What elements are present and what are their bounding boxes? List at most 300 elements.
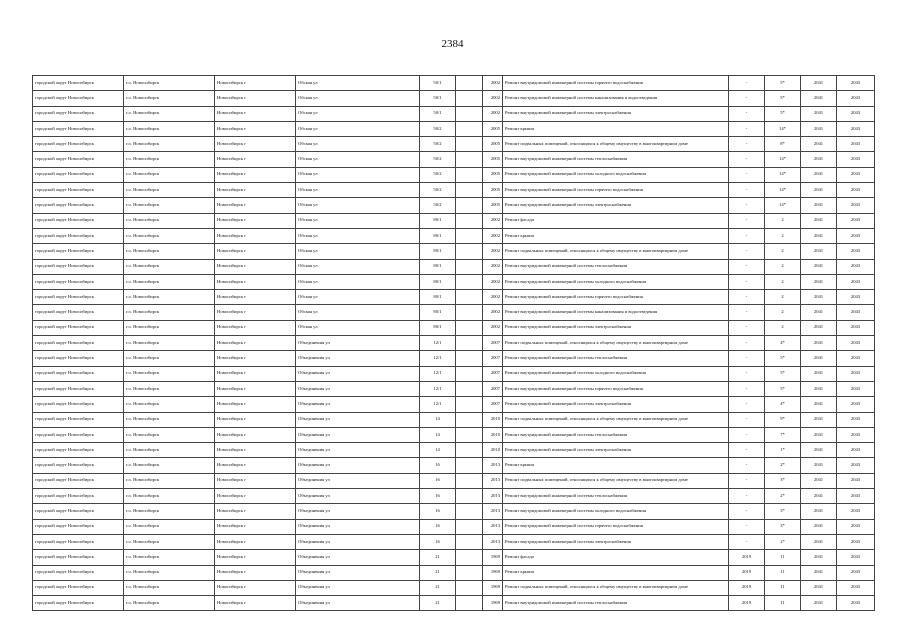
cell-plan-start: 2041 <box>801 320 837 335</box>
cell-building <box>456 519 483 534</box>
cell-district: г.о. Новосибирск <box>124 274 215 289</box>
cell-work-type: Ремонт внутридомовой инженерной системы электроснабжения <box>503 198 729 213</box>
cell-city: Новосибирск г <box>215 427 296 442</box>
cell-city: Новосибирск г <box>215 596 296 611</box>
cell-city: Новосибирск г <box>215 198 296 213</box>
cell-street: Объединения ул <box>296 489 420 504</box>
cell-work-type: Ремонт внутридомовой инженерной системы теплоснабжения <box>503 427 729 442</box>
cell-street: Обская ул <box>296 167 420 182</box>
cell-municipality: городской округ Новосибирск <box>33 274 124 289</box>
cell-year-built: 2005 <box>483 152 503 167</box>
cell-house-number: 80/1 <box>420 213 456 228</box>
cell-last-repair-year: - <box>729 137 765 152</box>
cell-plan-end: 2043 <box>837 489 875 504</box>
cell-plan-end: 2043 <box>837 412 875 427</box>
table-row <box>33 167 875 182</box>
cell-work-type: Ремонт крыши <box>503 565 729 580</box>
cell-building <box>456 274 483 289</box>
cell-district: г.о. Новосибирск <box>124 106 215 121</box>
cell-building <box>456 397 483 412</box>
cell-wear-value: 14* <box>765 152 801 167</box>
cell-district: г.о. Новосибирск <box>124 244 215 259</box>
cell-plan-end: 2043 <box>837 152 875 167</box>
table-row <box>33 381 875 396</box>
cell-year-built: 2002 <box>483 76 503 91</box>
table-row <box>33 228 875 243</box>
cell-plan-end: 2043 <box>837 336 875 351</box>
table-row <box>33 198 875 213</box>
cell-building <box>456 167 483 182</box>
cell-plan-end: 2043 <box>837 320 875 335</box>
cell-district: г.о. Новосибирск <box>124 305 215 320</box>
table-row <box>33 290 875 305</box>
cell-municipality: городской округ Новосибирск <box>33 534 124 549</box>
cell-street: Обская ул <box>296 228 420 243</box>
cell-municipality: городской округ Новосибирск <box>33 519 124 534</box>
cell-last-repair-year: - <box>729 504 765 519</box>
cell-house-number: 16 <box>420 458 456 473</box>
cell-work-type: Ремонт внутридомовой инженерной системы горячего водоснабжения <box>503 183 729 198</box>
cell-plan-end: 2043 <box>837 427 875 442</box>
cell-plan-end: 2043 <box>837 381 875 396</box>
cell-plan-start: 2041 <box>801 137 837 152</box>
cell-work-type: Ремонт внутридомовой инженерной системы электроснабжения <box>503 320 729 335</box>
cell-building <box>456 596 483 611</box>
cell-house-number: 21 <box>420 580 456 595</box>
cell-street: Обская ул <box>296 91 420 106</box>
cell-work-type: Ремонт внутридомовой инженерной системы холодного водоснабжения <box>503 274 729 289</box>
cell-wear-value: 3* <box>765 519 801 534</box>
cell-city: Новосибирск г <box>215 412 296 427</box>
cell-building <box>456 305 483 320</box>
cell-plan-end: 2043 <box>837 504 875 519</box>
cell-plan-start: 2041 <box>801 504 837 519</box>
cell-municipality: городской округ Новосибирск <box>33 228 124 243</box>
cell-work-type: Ремонт внутридомовой инженерной системы электроснабжения <box>503 106 729 121</box>
cell-district: г.о. Новосибирск <box>124 443 215 458</box>
cell-house-number: 14 <box>420 412 456 427</box>
cell-plan-end: 2043 <box>837 290 875 305</box>
cell-district: г.о. Новосибирск <box>124 366 215 381</box>
cell-street: Обская ул <box>296 274 420 289</box>
cell-city: Новосибирск г <box>215 121 296 136</box>
cell-city: Новосибирск г <box>215 91 296 106</box>
cell-work-type: Ремонт внутридомовой инженерной системы холодного водоснабжения <box>503 504 729 519</box>
cell-building <box>456 152 483 167</box>
cell-year-built: 2005 <box>483 183 503 198</box>
cell-plan-end: 2043 <box>837 550 875 565</box>
cell-work-type: Ремонт подвальных помещений, относящихся к общему имуществу в многоквартирном доме <box>503 412 729 427</box>
cell-street: Объединения ул <box>296 397 420 412</box>
cell-plan-start: 2041 <box>801 473 837 488</box>
table-row <box>33 519 875 534</box>
cell-plan-start: 2041 <box>801 397 837 412</box>
cell-plan-end: 2043 <box>837 137 875 152</box>
cell-house-number: 16 <box>420 504 456 519</box>
table-row <box>33 458 875 473</box>
cell-district: г.о. Новосибирск <box>124 228 215 243</box>
cell-street: Обская ул <box>296 183 420 198</box>
cell-last-repair-year: - <box>729 351 765 366</box>
cell-city: Новосибирск г <box>215 183 296 198</box>
cell-house-number: 80/1 <box>420 274 456 289</box>
cell-city: Новосибирск г <box>215 534 296 549</box>
cell-district: г.о. Новосибирск <box>124 336 215 351</box>
cell-year-built: 2010 <box>483 443 503 458</box>
cell-last-repair-year: - <box>729 473 765 488</box>
cell-year-built: 2002 <box>483 305 503 320</box>
cell-plan-start: 2041 <box>801 305 837 320</box>
cell-district: г.о. Новосибирск <box>124 152 215 167</box>
cell-last-repair-year: 2019 <box>729 565 765 580</box>
cell-municipality: городской округ Новосибирск <box>33 443 124 458</box>
cell-work-type: Ремонт крыши <box>503 458 729 473</box>
cell-municipality: городской округ Новосибирск <box>33 458 124 473</box>
cell-street: Обская ул <box>296 259 420 274</box>
cell-city: Новосибирск г <box>215 213 296 228</box>
cell-building <box>456 213 483 228</box>
cell-wear-value: 11 <box>765 580 801 595</box>
cell-house-number: 50/1 <box>420 106 456 121</box>
cell-building <box>456 244 483 259</box>
cell-building <box>456 183 483 198</box>
cell-street: Обская ул <box>296 106 420 121</box>
cell-house-number: 12/1 <box>420 336 456 351</box>
cell-year-built: 1969 <box>483 550 503 565</box>
cell-last-repair-year: - <box>729 106 765 121</box>
cell-municipality: городской округ Новосибирск <box>33 121 124 136</box>
cell-street: Объединения ул <box>296 458 420 473</box>
cell-last-repair-year: - <box>729 183 765 198</box>
cell-plan-end: 2043 <box>837 167 875 182</box>
cell-house-number: 80/1 <box>420 259 456 274</box>
cell-wear-value: 2* <box>765 458 801 473</box>
cell-last-repair-year: 2019 <box>729 550 765 565</box>
cell-street: Объединения ул <box>296 565 420 580</box>
cell-last-repair-year: - <box>729 519 765 534</box>
cell-plan-end: 2043 <box>837 183 875 198</box>
cell-district: г.о. Новосибирск <box>124 290 215 305</box>
cell-wear-value: 2 <box>765 305 801 320</box>
cell-wear-value: 11 <box>765 565 801 580</box>
cell-house-number: 12/1 <box>420 351 456 366</box>
cell-municipality: городской округ Новосибирск <box>33 550 124 565</box>
cell-wear-value: 14* <box>765 183 801 198</box>
cell-house-number: 50/2 <box>420 183 456 198</box>
cell-district: г.о. Новосибирск <box>124 580 215 595</box>
cell-work-type: Ремонт подвальных помещений, относящихся к общему имуществу в многоквартирном доме <box>503 137 729 152</box>
cell-plan-end: 2043 <box>837 565 875 580</box>
cell-last-repair-year: - <box>729 489 765 504</box>
cell-municipality: городской округ Новосибирск <box>33 336 124 351</box>
cell-work-type: Ремонт внутридомовой инженерной системы канализования и водоотведения <box>503 305 729 320</box>
cell-plan-start: 2041 <box>801 596 837 611</box>
cell-street: Обская ул <box>296 76 420 91</box>
table-row <box>33 106 875 121</box>
cell-municipality: городской округ Новосибирск <box>33 580 124 595</box>
cell-work-type: Ремонт внутридомовой инженерной системы горячего водоснабжения <box>503 381 729 396</box>
cell-house-number: 14 <box>420 427 456 442</box>
cell-wear-value: 11 <box>765 550 801 565</box>
cell-building <box>456 366 483 381</box>
cell-year-built: 2007 <box>483 366 503 381</box>
cell-building <box>456 504 483 519</box>
cell-plan-start: 2041 <box>801 427 837 442</box>
cell-house-number: 50/2 <box>420 152 456 167</box>
cell-municipality: городской округ Новосибирск <box>33 91 124 106</box>
cell-street: Объединения ул <box>296 580 420 595</box>
cell-plan-end: 2043 <box>837 443 875 458</box>
cell-district: г.о. Новосибирск <box>124 458 215 473</box>
cell-city: Новосибирск г <box>215 351 296 366</box>
cell-plan-start: 2041 <box>801 458 837 473</box>
cell-year-built: 1969 <box>483 580 503 595</box>
cell-building <box>456 259 483 274</box>
repair-schedule-table <box>32 75 875 611</box>
cell-plan-start: 2041 <box>801 580 837 595</box>
cell-work-type: Ремонт подвальных помещений, относящихся к общему имуществу в многоквартирном доме <box>503 336 729 351</box>
cell-city: Новосибирск г <box>215 106 296 121</box>
cell-plan-start: 2041 <box>801 366 837 381</box>
cell-last-repair-year: - <box>729 198 765 213</box>
cell-work-type: Ремонт внутридомовой инженерной системы канализования и водоотведения <box>503 91 729 106</box>
cell-house-number: 12/1 <box>420 397 456 412</box>
cell-house-number: 50/2 <box>420 167 456 182</box>
cell-wear-value: 4* <box>765 397 801 412</box>
table-row <box>33 489 875 504</box>
cell-district: г.о. Новосибирск <box>124 504 215 519</box>
cell-plan-start: 2041 <box>801 519 837 534</box>
cell-house-number: 16 <box>420 489 456 504</box>
cell-year-built: 2002 <box>483 290 503 305</box>
table-row <box>33 427 875 442</box>
cell-last-repair-year: - <box>729 76 765 91</box>
cell-building <box>456 534 483 549</box>
cell-municipality: городской округ Новосибирск <box>33 427 124 442</box>
cell-year-built: 2002 <box>483 106 503 121</box>
cell-street: Объединения ул <box>296 351 420 366</box>
cell-municipality: городской округ Новосибирск <box>33 167 124 182</box>
cell-year-built: 2002 <box>483 244 503 259</box>
cell-municipality: городской округ Новосибирск <box>33 489 124 504</box>
cell-last-repair-year: - <box>729 213 765 228</box>
cell-district: г.о. Новосибирск <box>124 137 215 152</box>
cell-last-repair-year: - <box>729 427 765 442</box>
cell-street: Обская ул <box>296 244 420 259</box>
cell-district: г.о. Новосибирск <box>124 381 215 396</box>
cell-work-type: Ремонт подвальных помещений, относящихся к общему имуществу в многоквартирном доме <box>503 580 729 595</box>
cell-house-number: 12/1 <box>420 366 456 381</box>
cell-house-number: 50/1 <box>420 91 456 106</box>
cell-plan-start: 2041 <box>801 167 837 182</box>
cell-plan-start: 2041 <box>801 259 837 274</box>
cell-wear-value: 5* <box>765 106 801 121</box>
cell-municipality: городской округ Новосибирск <box>33 412 124 427</box>
cell-building <box>456 443 483 458</box>
cell-plan-end: 2043 <box>837 473 875 488</box>
cell-building <box>456 228 483 243</box>
cell-year-built: 2002 <box>483 259 503 274</box>
cell-house-number: 16 <box>420 473 456 488</box>
cell-year-built: 2005 <box>483 137 503 152</box>
cell-last-repair-year: - <box>729 259 765 274</box>
cell-year-built: 2013 <box>483 504 503 519</box>
cell-municipality: городской округ Новосибирск <box>33 351 124 366</box>
cell-last-repair-year: - <box>729 290 765 305</box>
cell-city: Новосибирск г <box>215 381 296 396</box>
cell-plan-start: 2041 <box>801 183 837 198</box>
cell-last-repair-year: - <box>729 244 765 259</box>
cell-district: г.о. Новосибирск <box>124 259 215 274</box>
cell-last-repair-year: - <box>729 366 765 381</box>
cell-plan-start: 2041 <box>801 91 837 106</box>
table-row <box>33 351 875 366</box>
cell-plan-start: 2041 <box>801 274 837 289</box>
cell-wear-value: 2 <box>765 228 801 243</box>
cell-work-type: Ремонт внутридомовой инженерной системы теплоснабжения <box>503 351 729 366</box>
cell-wear-value: 14* <box>765 198 801 213</box>
cell-plan-start: 2041 <box>801 152 837 167</box>
table-row <box>33 397 875 412</box>
cell-district: г.о. Новосибирск <box>124 351 215 366</box>
cell-work-type: Ремонт внутридомовой инженерной системы горячего водоснабжения <box>503 290 729 305</box>
cell-district: г.о. Новосибирск <box>124 397 215 412</box>
cell-building <box>456 76 483 91</box>
cell-house-number: 21 <box>420 550 456 565</box>
page-number: 2384 <box>441 38 464 50</box>
cell-year-built: 2002 <box>483 228 503 243</box>
cell-city: Новосибирск г <box>215 366 296 381</box>
cell-year-built: 2002 <box>483 320 503 335</box>
cell-house-number: 16 <box>420 534 456 549</box>
cell-wear-value: 2 <box>765 274 801 289</box>
cell-last-repair-year: - <box>729 274 765 289</box>
cell-plan-start: 2041 <box>801 228 837 243</box>
cell-municipality: городской округ Новосибирск <box>33 106 124 121</box>
cell-work-type: Ремонт крыши <box>503 121 729 136</box>
cell-wear-value: 3* <box>765 504 801 519</box>
cell-street: Объединения ул <box>296 336 420 351</box>
cell-municipality: городской округ Новосибирск <box>33 366 124 381</box>
cell-plan-start: 2041 <box>801 534 837 549</box>
cell-plan-start: 2041 <box>801 489 837 504</box>
cell-wear-value: 9* <box>765 412 801 427</box>
cell-plan-end: 2043 <box>837 259 875 274</box>
cell-work-type: Ремонт внутридомовой инженерной системы горячего водоснабжения <box>503 76 729 91</box>
cell-district: г.о. Новосибирск <box>124 213 215 228</box>
table-row <box>33 213 875 228</box>
cell-city: Новосибирск г <box>215 305 296 320</box>
table-row <box>33 274 875 289</box>
cell-last-repair-year: - <box>729 336 765 351</box>
cell-street: Объединения ул <box>296 534 420 549</box>
cell-last-repair-year: - <box>729 412 765 427</box>
cell-city: Новосибирск г <box>215 167 296 182</box>
cell-plan-end: 2043 <box>837 458 875 473</box>
cell-house-number: 21 <box>420 565 456 580</box>
cell-municipality: городской округ Новосибирск <box>33 152 124 167</box>
cell-last-repair-year: - <box>729 121 765 136</box>
cell-street: Обская ул <box>296 320 420 335</box>
cell-house-number: 80/1 <box>420 290 456 305</box>
table-row <box>33 183 875 198</box>
cell-district: г.о. Новосибирск <box>124 534 215 549</box>
cell-street: Объединения ул <box>296 366 420 381</box>
cell-building <box>456 106 483 121</box>
cell-building <box>456 320 483 335</box>
cell-plan-end: 2043 <box>837 198 875 213</box>
cell-district: г.о. Новосибирск <box>124 519 215 534</box>
cell-last-repair-year: - <box>729 320 765 335</box>
cell-wear-value: 2 <box>765 213 801 228</box>
cell-city: Новосибирск г <box>215 336 296 351</box>
cell-plan-end: 2043 <box>837 228 875 243</box>
cell-city: Новосибирск г <box>215 274 296 289</box>
cell-wear-value: 7* <box>765 427 801 442</box>
cell-plan-start: 2041 <box>801 121 837 136</box>
cell-city: Новосибирск г <box>215 290 296 305</box>
cell-house-number: 12/1 <box>420 381 456 396</box>
cell-city: Новосибирск г <box>215 458 296 473</box>
cell-wear-value: 2* <box>765 489 801 504</box>
cell-wear-value: 5* <box>765 366 801 381</box>
table-row <box>33 580 875 595</box>
table-row <box>33 550 875 565</box>
cell-year-built: 2002 <box>483 91 503 106</box>
cell-city: Новосибирск г <box>215 550 296 565</box>
cell-street: Объединения ул <box>296 519 420 534</box>
cell-plan-start: 2041 <box>801 106 837 121</box>
cell-plan-start: 2041 <box>801 351 837 366</box>
cell-plan-end: 2043 <box>837 596 875 611</box>
cell-city: Новосибирск г <box>215 473 296 488</box>
cell-last-repair-year: - <box>729 458 765 473</box>
cell-wear-value: 5* <box>765 351 801 366</box>
cell-year-built: 2005 <box>483 121 503 136</box>
cell-building <box>456 351 483 366</box>
cell-building <box>456 412 483 427</box>
cell-street: Объединения ул <box>296 596 420 611</box>
cell-building <box>456 137 483 152</box>
cell-municipality: городской округ Новосибирск <box>33 290 124 305</box>
cell-house-number: 80/1 <box>420 228 456 243</box>
cell-district: г.о. Новосибирск <box>124 565 215 580</box>
cell-wear-value: 2 <box>765 259 801 274</box>
cell-district: г.о. Новосибирск <box>124 183 215 198</box>
cell-plan-end: 2043 <box>837 351 875 366</box>
cell-last-repair-year: - <box>729 397 765 412</box>
cell-street: Обская ул <box>296 152 420 167</box>
cell-municipality: городской округ Новосибирск <box>33 213 124 228</box>
cell-building <box>456 381 483 396</box>
cell-district: г.о. Новосибирск <box>124 198 215 213</box>
cell-city: Новосибирск г <box>215 76 296 91</box>
cell-year-built: 2013 <box>483 473 503 488</box>
table-row <box>33 320 875 335</box>
cell-house-number: 50/1 <box>420 76 456 91</box>
cell-building <box>456 580 483 595</box>
cell-city: Новосибирск г <box>215 397 296 412</box>
cell-municipality: городской округ Новосибирск <box>33 381 124 396</box>
cell-wear-value: 4* <box>765 336 801 351</box>
table-row <box>33 443 875 458</box>
cell-building <box>456 427 483 442</box>
cell-municipality: городской округ Новосибирск <box>33 596 124 611</box>
cell-year-built: 2007 <box>483 351 503 366</box>
cell-last-repair-year: - <box>729 167 765 182</box>
cell-work-type: Ремонт внутридомовой инженерной системы теплоснабжения <box>503 596 729 611</box>
cell-year-built: 2007 <box>483 381 503 396</box>
